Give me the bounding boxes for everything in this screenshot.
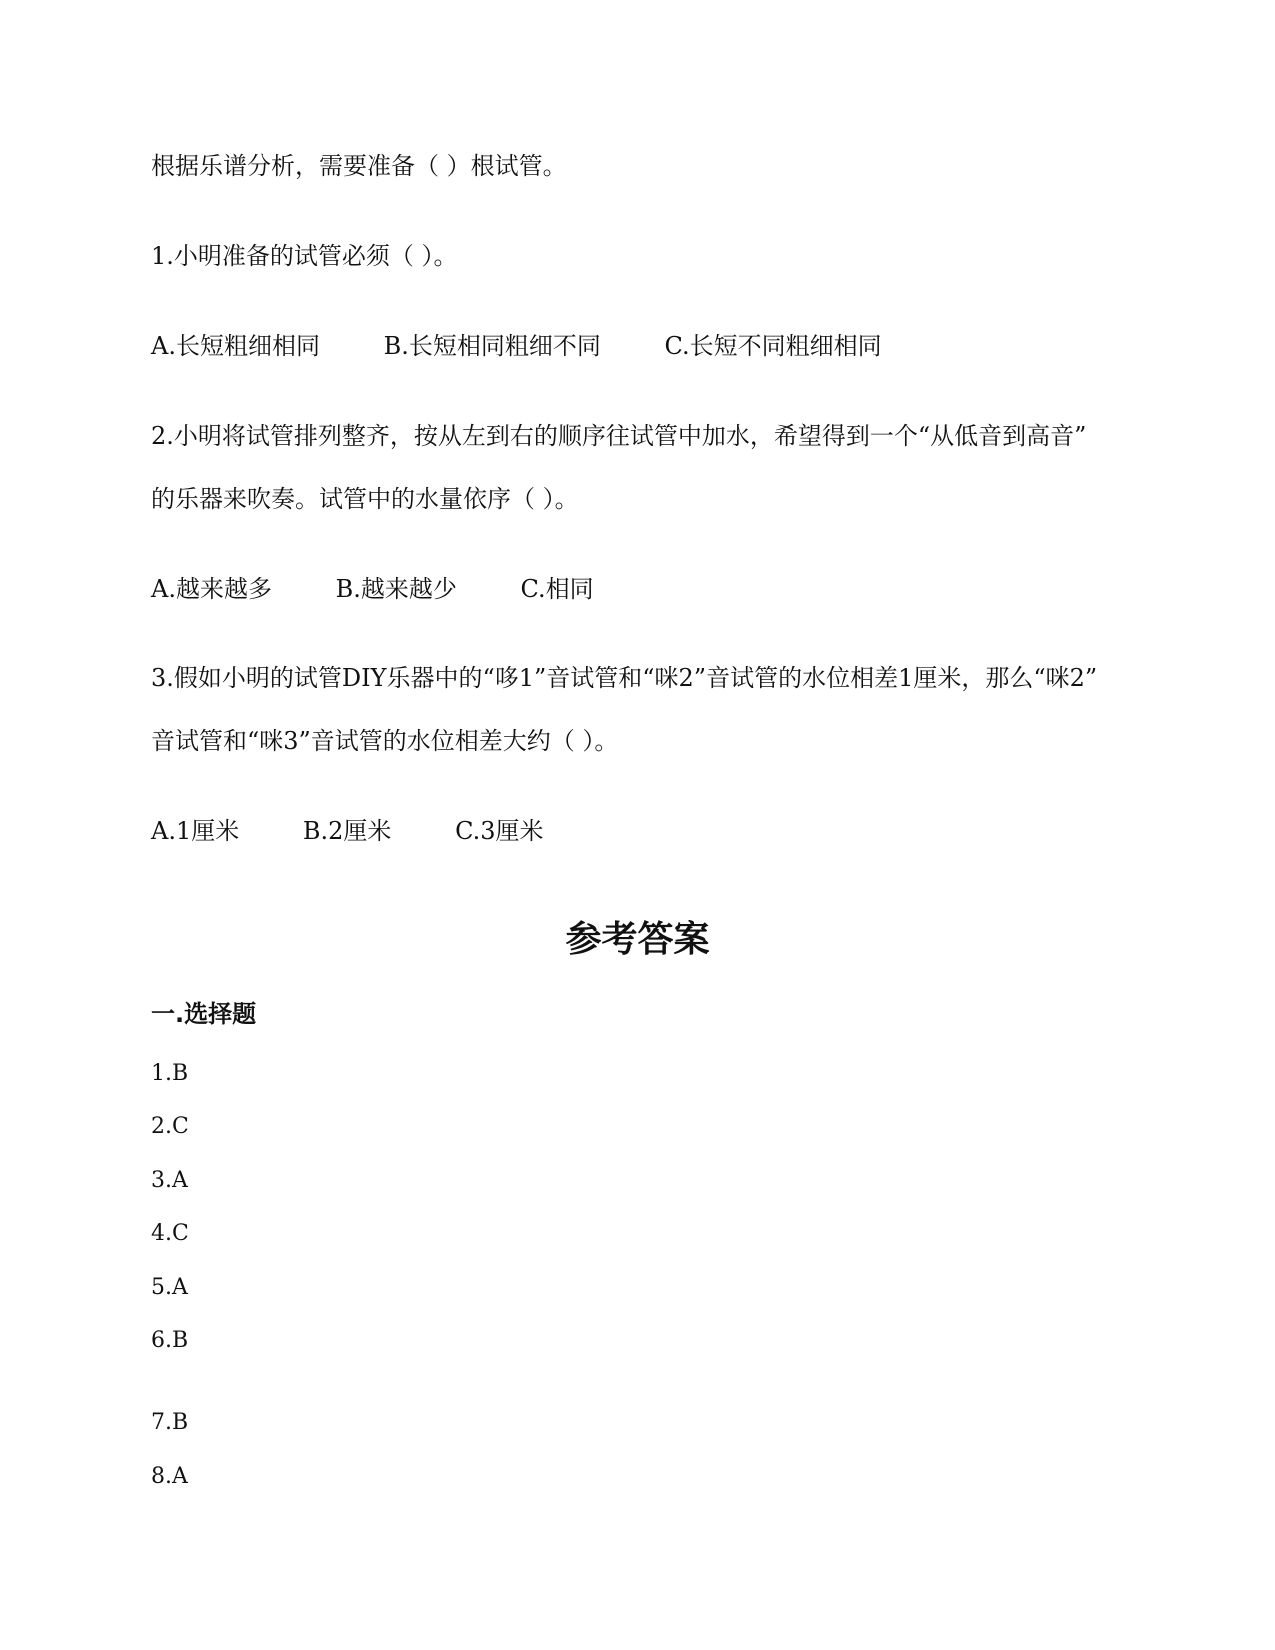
question-2-text-line-1: 2.小明将试管排列整齐，按从左到右的顺序往试管中加水，希望得到一个“从低音到高音” <box>151 422 1087 450</box>
answer-item: 4.C <box>151 1221 189 1246</box>
question-1-text: 1.小明准备的试管必须（ ）。 <box>151 242 458 270</box>
option-a: A.长短粗细相同 <box>151 332 320 360</box>
question-3-text-line-1: 3.假如小明的试管DIY乐器中的“哆1”音试管和“咪2”音试管的水位相差1厘米，那么“咪2” <box>151 664 1098 692</box>
answer-item: 3.A <box>151 1168 188 1193</box>
question-3-text-line-2: 音试管和“咪3”音试管的水位相差大约（ ）。 <box>151 727 619 755</box>
question-1-options <box>151 330 882 362</box>
option-c: C.长短不同粗细相同 <box>664 332 882 360</box>
option-b: B.越来越少 <box>335 575 457 603</box>
option-c: C.相同 <box>520 575 594 603</box>
answer-item: 6.B <box>151 1328 189 1353</box>
option-c: C.3厘米 <box>455 817 544 845</box>
section-heading: 一.选择题 <box>151 1000 257 1028</box>
answer-item: 5.A <box>151 1275 188 1300</box>
answers-title: 参考答案 <box>565 919 710 960</box>
question-2-options <box>151 573 594 605</box>
answer-item: 7.B <box>151 1410 189 1435</box>
option-b: B.2厘米 <box>302 817 392 845</box>
option-b: B.长短相同粗细不同 <box>383 332 601 360</box>
question-3-options <box>151 815 543 847</box>
intro-question: 根据乐谱分析，需要准备（ ）根试管。 <box>151 152 567 180</box>
option-a: A.1厘米 <box>151 817 240 845</box>
answer-item: 2.C <box>151 1114 189 1139</box>
answer-item: 1.B <box>151 1061 189 1086</box>
option-a: A.越来越多 <box>151 575 272 603</box>
question-2-text-line-2: 的乐器来吹奏。试管中的水量依序（ ）。 <box>151 485 579 513</box>
answer-item: 8.A <box>151 1464 188 1489</box>
